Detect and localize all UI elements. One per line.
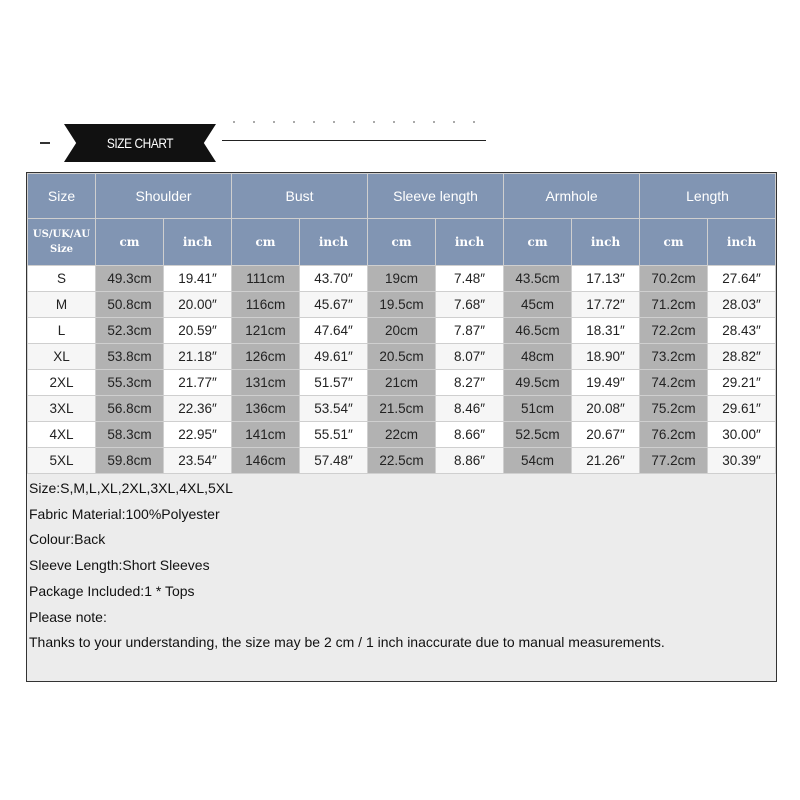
inch-value-cell: 28.82″ — [708, 344, 776, 370]
size-cell: XL — [28, 344, 96, 370]
cm-value-cell: 146cm — [232, 448, 300, 474]
inch-value-cell: 8.86″ — [436, 448, 504, 474]
header-row — [28, 174, 776, 219]
unit-cm: cm — [96, 219, 164, 266]
inch-value-cell: 55.51″ — [300, 422, 368, 448]
cm-value-cell: 53.8cm — [96, 344, 164, 370]
inch-value-cell: 57.48″ — [300, 448, 368, 474]
note-line: Thanks to your understanding, the size may be 2 cm / 1 inch inaccurate due to manual measurements. — [29, 634, 665, 651]
unit-inch: inch — [436, 219, 504, 266]
cm-value-cell: 111cm — [232, 266, 300, 292]
cm-value-cell: 20cm — [368, 318, 436, 344]
cm-value-cell: 50.8cm — [96, 292, 164, 318]
inch-value-cell: 45.67″ — [300, 292, 368, 318]
inch-value-cell: 30.39″ — [708, 448, 776, 474]
inch-value-cell: 28.03″ — [708, 292, 776, 318]
cm-value-cell: 19cm — [368, 266, 436, 292]
banner-dotted-line — [224, 121, 488, 123]
cm-value-cell: 59.8cm — [96, 448, 164, 474]
cm-value-cell: 77.2cm — [640, 448, 708, 474]
cm-value-cell: 20.5cm — [368, 344, 436, 370]
inch-value-cell: 47.64″ — [300, 318, 368, 344]
table-row — [28, 370, 776, 396]
inch-value-cell: 18.31″ — [572, 318, 640, 344]
banner-title: SIZE CHART — [106, 135, 174, 151]
inch-value-cell: 22.36″ — [164, 396, 232, 422]
inch-value-cell: 30.00″ — [708, 422, 776, 448]
cm-value-cell: 141cm — [232, 422, 300, 448]
cm-value-cell: 21cm — [368, 370, 436, 396]
table-row — [28, 422, 776, 448]
inch-value-cell: 19.49″ — [572, 370, 640, 396]
inch-value-cell: 7.68″ — [436, 292, 504, 318]
inch-value-cell: 27.64″ — [708, 266, 776, 292]
inch-value-cell: 23.54″ — [164, 448, 232, 474]
inch-value-cell: 51.57″ — [300, 370, 368, 396]
banner-rule — [222, 140, 486, 141]
table-row — [28, 266, 776, 292]
size-header: Size — [28, 174, 96, 219]
table-row — [28, 448, 776, 474]
cm-value-cell: 52.3cm — [96, 318, 164, 344]
inch-value-cell: 18.90″ — [572, 344, 640, 370]
inch-value-cell: 8.07″ — [436, 344, 504, 370]
note-line: Package Included:1 * Tops — [29, 582, 195, 599]
inch-value-cell: 20.67″ — [572, 422, 640, 448]
inch-value-cell: 22.95″ — [164, 422, 232, 448]
cm-value-cell: 121cm — [232, 318, 300, 344]
cm-value-cell: 46.5cm — [504, 318, 572, 344]
inch-value-cell: 43.70″ — [300, 266, 368, 292]
inch-value-cell: 17.13″ — [572, 266, 640, 292]
cm-value-cell: 126cm — [232, 344, 300, 370]
unit-cm: cm — [640, 219, 708, 266]
cm-value-cell: 58.3cm — [96, 422, 164, 448]
inch-value-cell: 29.21″ — [708, 370, 776, 396]
inch-value-cell: 8.27″ — [436, 370, 504, 396]
size-region-line1: US/UK/AU — [32, 229, 91, 240]
size-chart-frame — [26, 172, 777, 682]
cm-value-cell: 49.3cm — [96, 266, 164, 292]
inch-value-cell: 21.18″ — [164, 344, 232, 370]
note-line: Sleeve Length:Short Sleeves — [29, 557, 210, 574]
inch-value-cell: 8.66″ — [436, 422, 504, 448]
note-line: Please note: — [29, 608, 107, 625]
cm-value-cell: 72.2cm — [640, 318, 708, 344]
cm-value-cell: 116cm — [232, 292, 300, 318]
cm-value-cell: 73.2cm — [640, 344, 708, 370]
table-row — [28, 318, 776, 344]
shoulder-header: Shoulder — [96, 174, 232, 219]
banner-dash — [40, 142, 50, 144]
cm-value-cell: 52.5cm — [504, 422, 572, 448]
cm-value-cell: 43.5cm — [504, 266, 572, 292]
size-table-body — [28, 266, 776, 474]
cm-value-cell: 51cm — [504, 396, 572, 422]
size-cell: L — [28, 318, 96, 344]
cm-value-cell: 74.2cm — [640, 370, 708, 396]
size-table — [27, 173, 776, 474]
unit-cm: cm — [504, 219, 572, 266]
note-line: Size:S,M,L,XL,2XL,3XL,4XL,5XL — [29, 480, 233, 496]
size-region-header — [28, 219, 96, 266]
length-header: Length — [640, 174, 776, 219]
size-region-line2: Size — [49, 244, 74, 255]
inch-value-cell: 17.72″ — [572, 292, 640, 318]
unit-header-row — [28, 219, 776, 266]
table-row — [28, 292, 776, 318]
unit-cm: cm — [232, 219, 300, 266]
cm-value-cell: 71.2cm — [640, 292, 708, 318]
inch-value-cell: 20.59″ — [164, 318, 232, 344]
sleeve-length-header: Sleeve length — [368, 174, 504, 219]
size-cell: 3XL — [28, 396, 96, 422]
unit-cm: cm — [368, 219, 436, 266]
size-cell: 4XL — [28, 422, 96, 448]
size-cell: 5XL — [28, 448, 96, 474]
inch-value-cell: 29.61″ — [708, 396, 776, 422]
size-cell: S — [28, 266, 96, 292]
inch-value-cell: 20.08″ — [572, 396, 640, 422]
cm-value-cell: 21.5cm — [368, 396, 436, 422]
inch-value-cell: 19.41″ — [164, 266, 232, 292]
product-notes — [29, 476, 769, 656]
unit-inch: inch — [164, 219, 232, 266]
unit-inch: inch — [300, 219, 368, 266]
inch-value-cell: 21.77″ — [164, 370, 232, 396]
armhole-header: Armhole — [504, 174, 640, 219]
size-chart-banner — [0, 118, 800, 166]
inch-value-cell: 7.87″ — [436, 318, 504, 344]
unit-inch: inch — [572, 219, 640, 266]
inch-value-cell: 8.46″ — [436, 396, 504, 422]
cm-value-cell: 49.5cm — [504, 370, 572, 396]
cm-value-cell: 76.2cm — [640, 422, 708, 448]
inch-value-cell: 20.00″ — [164, 292, 232, 318]
note-line: Colour:Back — [29, 531, 106, 548]
cm-value-cell: 75.2cm — [640, 396, 708, 422]
cm-value-cell: 56.8cm — [96, 396, 164, 422]
inch-value-cell: 21.26″ — [572, 448, 640, 474]
cm-value-cell: 22cm — [368, 422, 436, 448]
cm-value-cell: 54cm — [504, 448, 572, 474]
cm-value-cell: 55.3cm — [96, 370, 164, 396]
size-cell: M — [28, 292, 96, 318]
inch-value-cell: 7.48″ — [436, 266, 504, 292]
cm-value-cell: 48cm — [504, 344, 572, 370]
unit-inch: inch — [708, 219, 776, 266]
cm-value-cell: 22.5cm — [368, 448, 436, 474]
cm-value-cell: 131cm — [232, 370, 300, 396]
cm-value-cell: 19.5cm — [368, 292, 436, 318]
table-row — [28, 396, 776, 422]
cm-value-cell: 70.2cm — [640, 266, 708, 292]
note-line: Fabric Material:100%Polyester — [29, 505, 220, 522]
inch-value-cell: 49.61″ — [300, 344, 368, 370]
cm-value-cell: 45cm — [504, 292, 572, 318]
inch-value-cell: 53.54″ — [300, 396, 368, 422]
bust-header: Bust — [232, 174, 368, 219]
table-row — [28, 344, 776, 370]
inch-value-cell: 28.43″ — [708, 318, 776, 344]
size-cell: 2XL — [28, 370, 96, 396]
cm-value-cell: 136cm — [232, 396, 300, 422]
